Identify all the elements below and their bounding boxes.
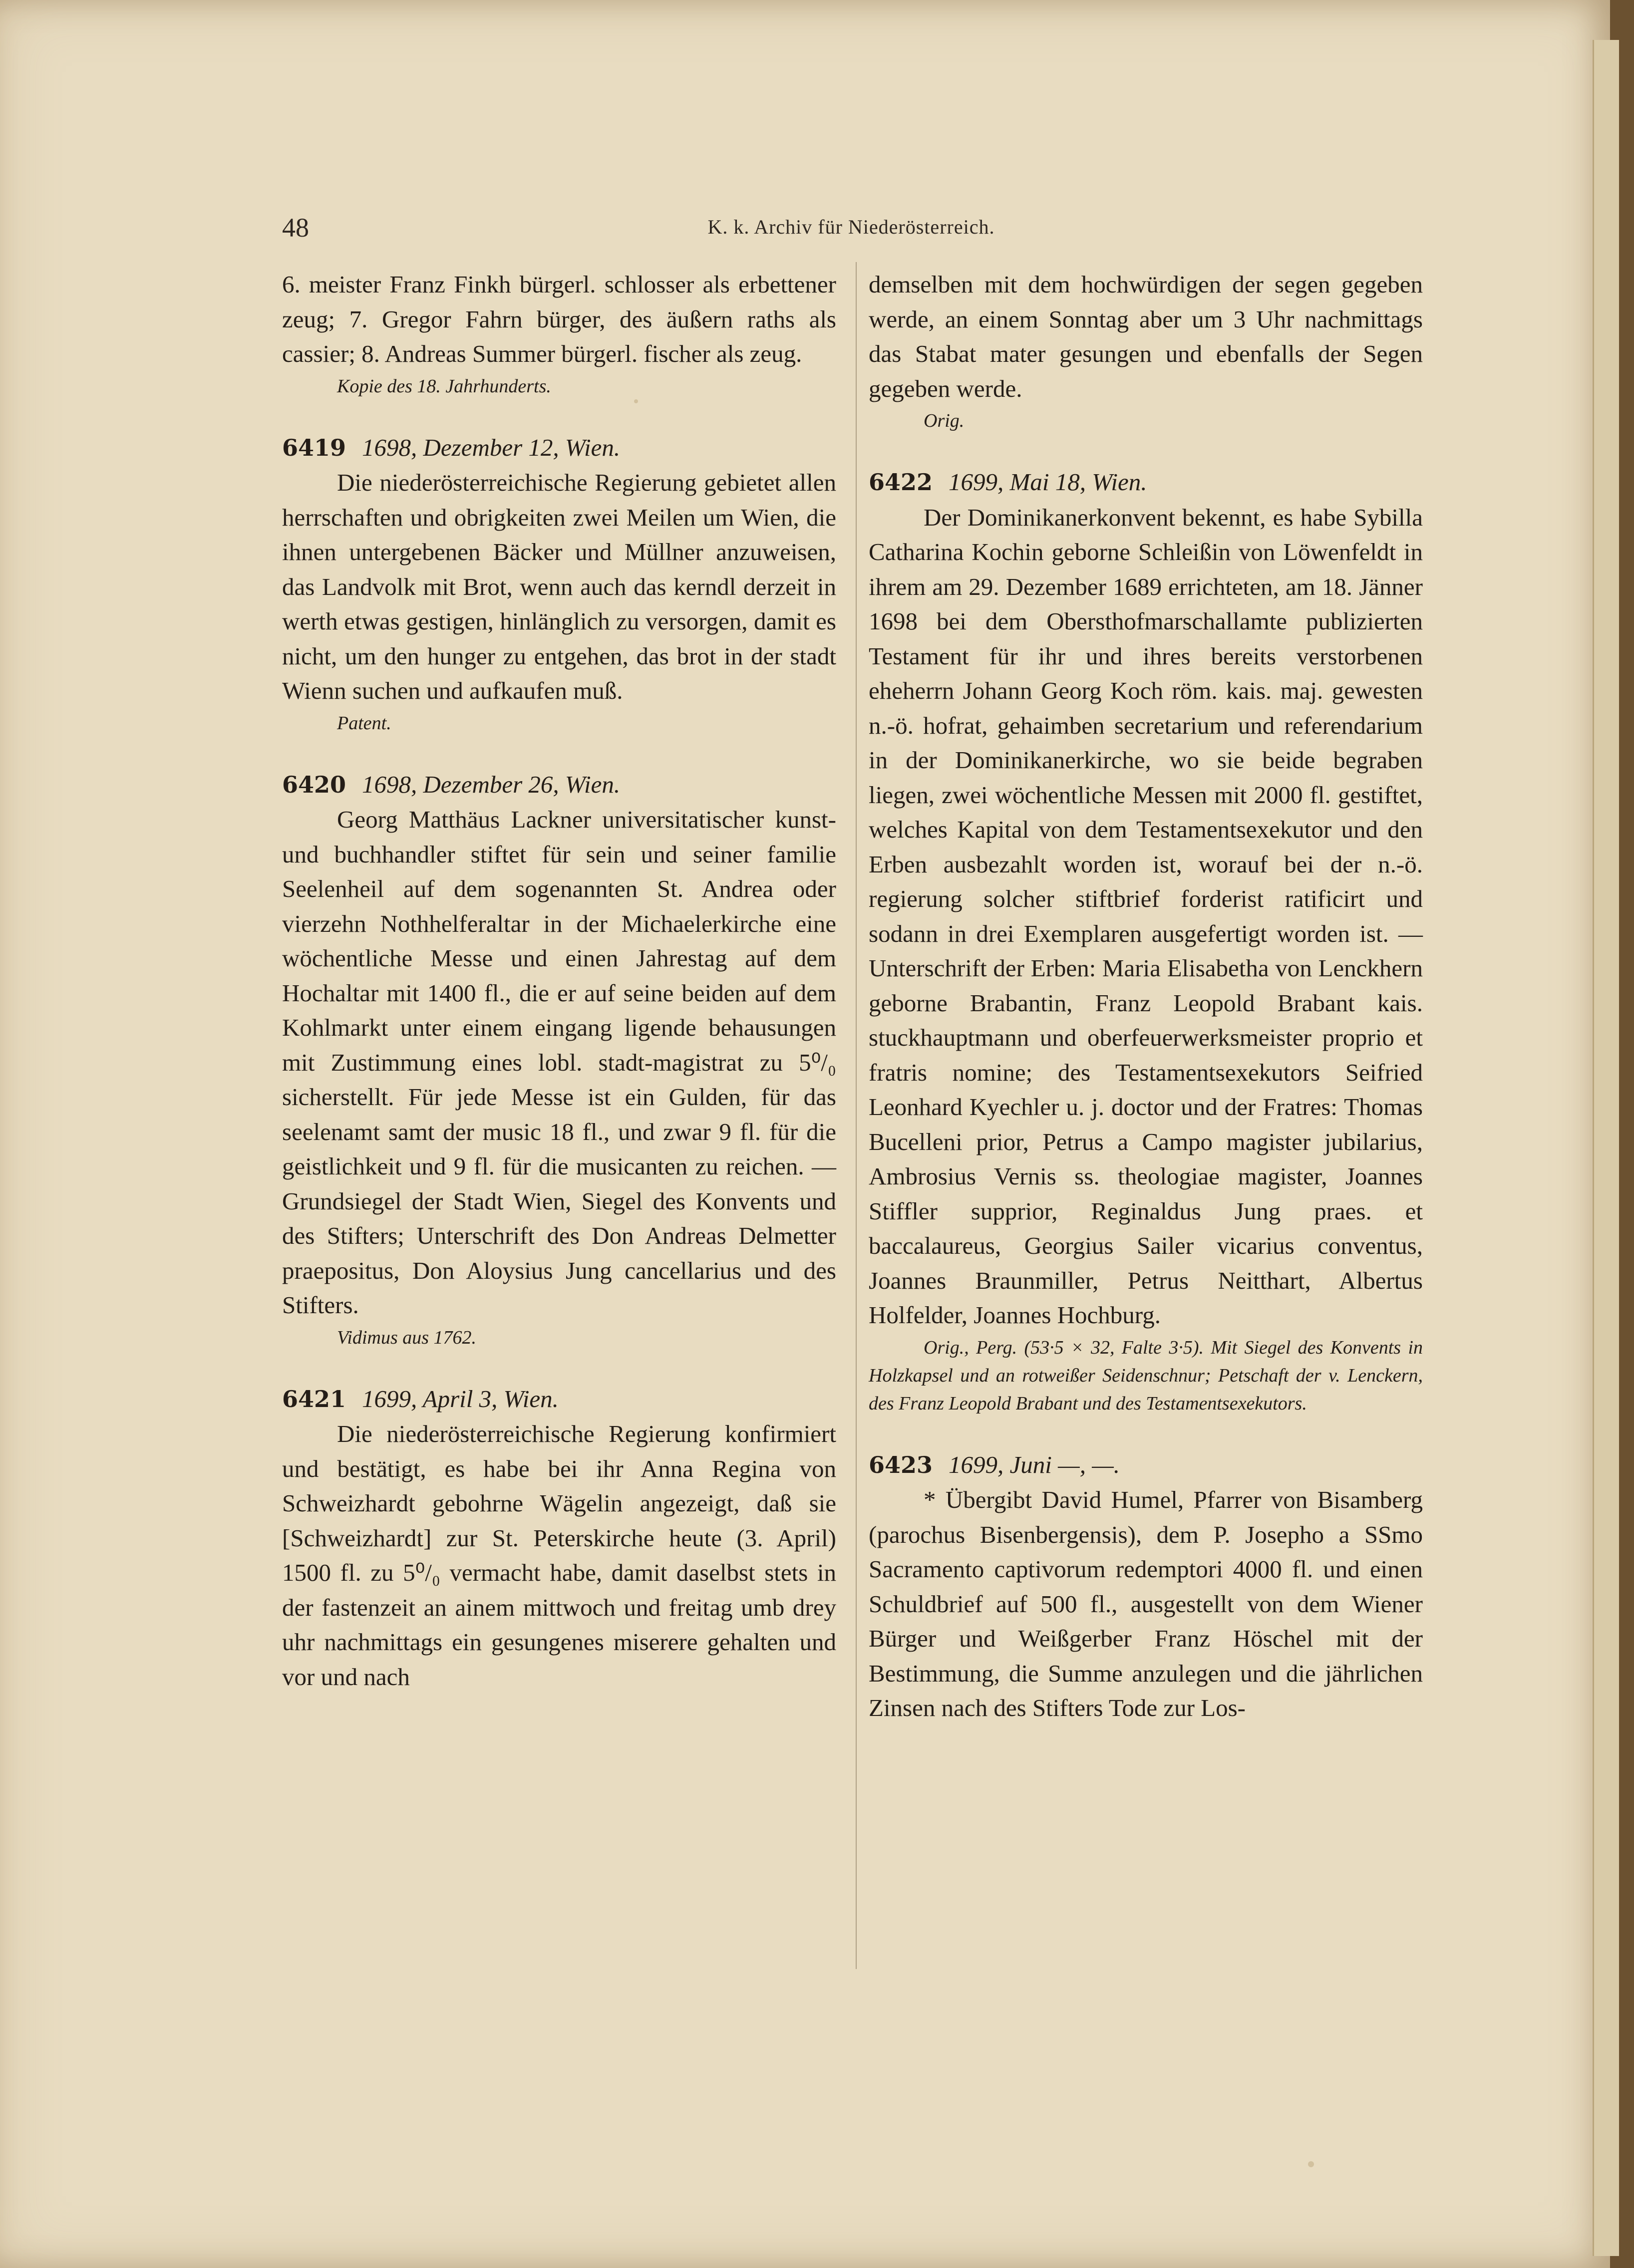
source-note: Orig., Perg. (53·5 × 32, Falte 3·5). Mit Siegel des Konvents in Holzkapsel und an rotweißer Seidenschnur; Petschaft der v. Lenckern, des Franz Leopold Brabant und des Testamentsexekutors. [869, 1337, 1423, 1414]
entry-number: 6420 [282, 771, 346, 798]
entry-heading [282, 1382, 836, 1417]
entry-heading [282, 767, 836, 803]
source-note: Patent. [337, 712, 391, 734]
left-column [282, 267, 836, 1694]
source-note: Kopie des 18. Jahrhunderts. [337, 375, 551, 397]
entry-date: 1698, Dezember 26, Wien. [362, 770, 621, 798]
column-divider [856, 262, 857, 1969]
entry-number: 6423 [869, 1451, 933, 1478]
header-title: K. k. Archiv für Niederösterreich. [707, 216, 995, 238]
entry-number: 6422 [869, 469, 933, 496]
entry-heading [869, 1447, 1423, 1483]
entry-heading [282, 430, 836, 466]
entry-text: Die niederösterreichische Regierung gebietet allen herrschaften und obrigkeiten zwei Meilen um Wien, die ihnen untergebenen Bäcker und Müllner anzuweisen, das Landvolk mit Brot, wenn auch das kerndl derzeit in werth etwas gestigen, hinlänglich zu versorgen, damit es nicht, um den hunger zu entgehen, das brot in der stadt Wienn suchen und aufkaufen muß. [282, 469, 836, 704]
paper-speck [634, 399, 638, 403]
source-note: Orig. [924, 410, 965, 431]
entry-date: 1698, Dezember 12, Wien. [362, 433, 621, 461]
entry-date: 1699, April 3, Wien. [362, 1385, 559, 1413]
entry-number: 6421 [282, 1385, 346, 1413]
paper-speck [1308, 2161, 1314, 2167]
entry-text: Der Dominikanerkonvent bekennt, es habe Sybilla Catharina Kochin geborne Schleißin von Löwenfeldt in ihrem am 29. Dezember 1689 errichteten, am 18. Jänner 1698 bei dem Obersthofmarschallamte publizierten Testament für ihr und ihres bereits verstorbenen eheherrn Johann Georg Koch röm. kais. maj. gewesten n.-ö. hofrat, gehaimben secretarium und referendarium in der Dominikanerkirche, wo sie beide begraben liegen, zwei wöchentliche Messen mit 2000 fl. gestiftet, welches Kapital von dem Testamentsexekutor und den Erben ausbezahlt worden ist, worauf bei der n.-ö. regierung solcher stiftbrief forderist ratificirt und sodann in drei Exemplaren ausgefertigt worden ist. — Unterschrift der Erben: Maria Elisabetha von Lenckhern geborne Brabantin, Franz Leopold Brabant kais. stuckhauptmann und oberfeuerwerksmeister proprio et fratris nomine; des Testamentsexekutors Seifried Leonhard Kyechler u. j. doctor und der Fratres: Thomas Bucelleni prior, Petrus a Campo magister jubilarius, Ambrosius Vernis ss. theologiae magister, Joannes Stiffler supprior, Reginaldus Jung praes. et baccalaureus, Georgius Sailer vicarius conventus, Joannes Braunmiller, Petrus Neitthart, Albertus Holfelder, Joannes Hochburg. [869, 503, 1423, 1329]
running-head [282, 212, 1420, 247]
continuation-text: 6. meister Franz Finkh bürgerl. schlosser als erbettener zeug; 7. Gregor Fahrn bürger, des äußern raths als cassier; 8. Andreas Summer bürgerl. fischer als zeug. [282, 271, 836, 367]
entry-number: 6419 [282, 434, 346, 461]
continuation-text: demselben mit dem hochwürdigen der segen gegeben werde, an einem Sonntag aber um 3 Uhr nachmittags das Stabat mater gesungen und ebenfalls der Segen gegeben werde. [869, 271, 1423, 402]
entry-date: 1699, Juni —, —. [949, 1450, 1120, 1478]
entry-text: * Übergibt David Humel, Pfarrer von Bisamberg (parochus Bisenbergensis), dem P. Josepho a SSmo Sacramento captivorum redemptori 4000 fl. und einen Schuldbrief auf 500 fl., ausgestellt von dem Wiener Bürger und Weißgerber Franz Höschel mit der Bestimmung, die Summe anzulegen und die jährlichen Zinsen nach des Stifters Tode zur Los- [869, 1486, 1423, 1721]
source-note: Vidimus aus 1762. [337, 1327, 477, 1348]
page-edge [1593, 40, 1619, 2256]
entry-date: 1699, Mai 18, Wien. [949, 468, 1147, 496]
entry-text: Georg Matthäus Lackner universitatischer kunst- und buchhandler stiftet für sein und seiner familie Seelenheil auf dem sogenannten St. Andrea oder vierzehn Nothhelferaltar in der Michaelerkirche eine wöchentliche Messe und einen Jahrestag auf dem Hochaltar mit 1400 fl., die er auf seine beiden auf dem Kohlmarkt unter einem eingang ligende behausungen mit Zustimmung eines lobl. stadt-magistrat zu 5⁰/₀ sicherstellt. Für jede Messe ist ein Gulden, für das seelenamt samt der music 18 fl., und zwar 9 fl. für die geistlichkeit und 9 fl. für die musicanten zu reichen. — Grundsiegel der Stadt Wien, Siegel des Konvents und des Stifters; Unterschrift des Don Andreas Delmetter praepositus, Don Aloysius Jung cancellarius und des Stifters. [282, 806, 836, 1319]
right-column [869, 267, 1423, 1725]
entry-heading [869, 465, 1423, 500]
entry-text: Die niederösterreichische Regierung konfirmiert und bestätigt, es habe bei ihr Anna Regina von Schweizhardt gebohrne Wägelin angezeigt, daß sie [Schweizhardt] zur St. Peterskirche heute (3. April) 1500 fl. zu 5⁰/₀ vermacht habe, damit daselbst stets in der fastenzeit an ainem mittwoch und freitag umb drey uhr nachmittags ein gesungenes miserere gehalten und vor und nach [282, 1420, 836, 1691]
page-number: 48 [282, 213, 309, 243]
